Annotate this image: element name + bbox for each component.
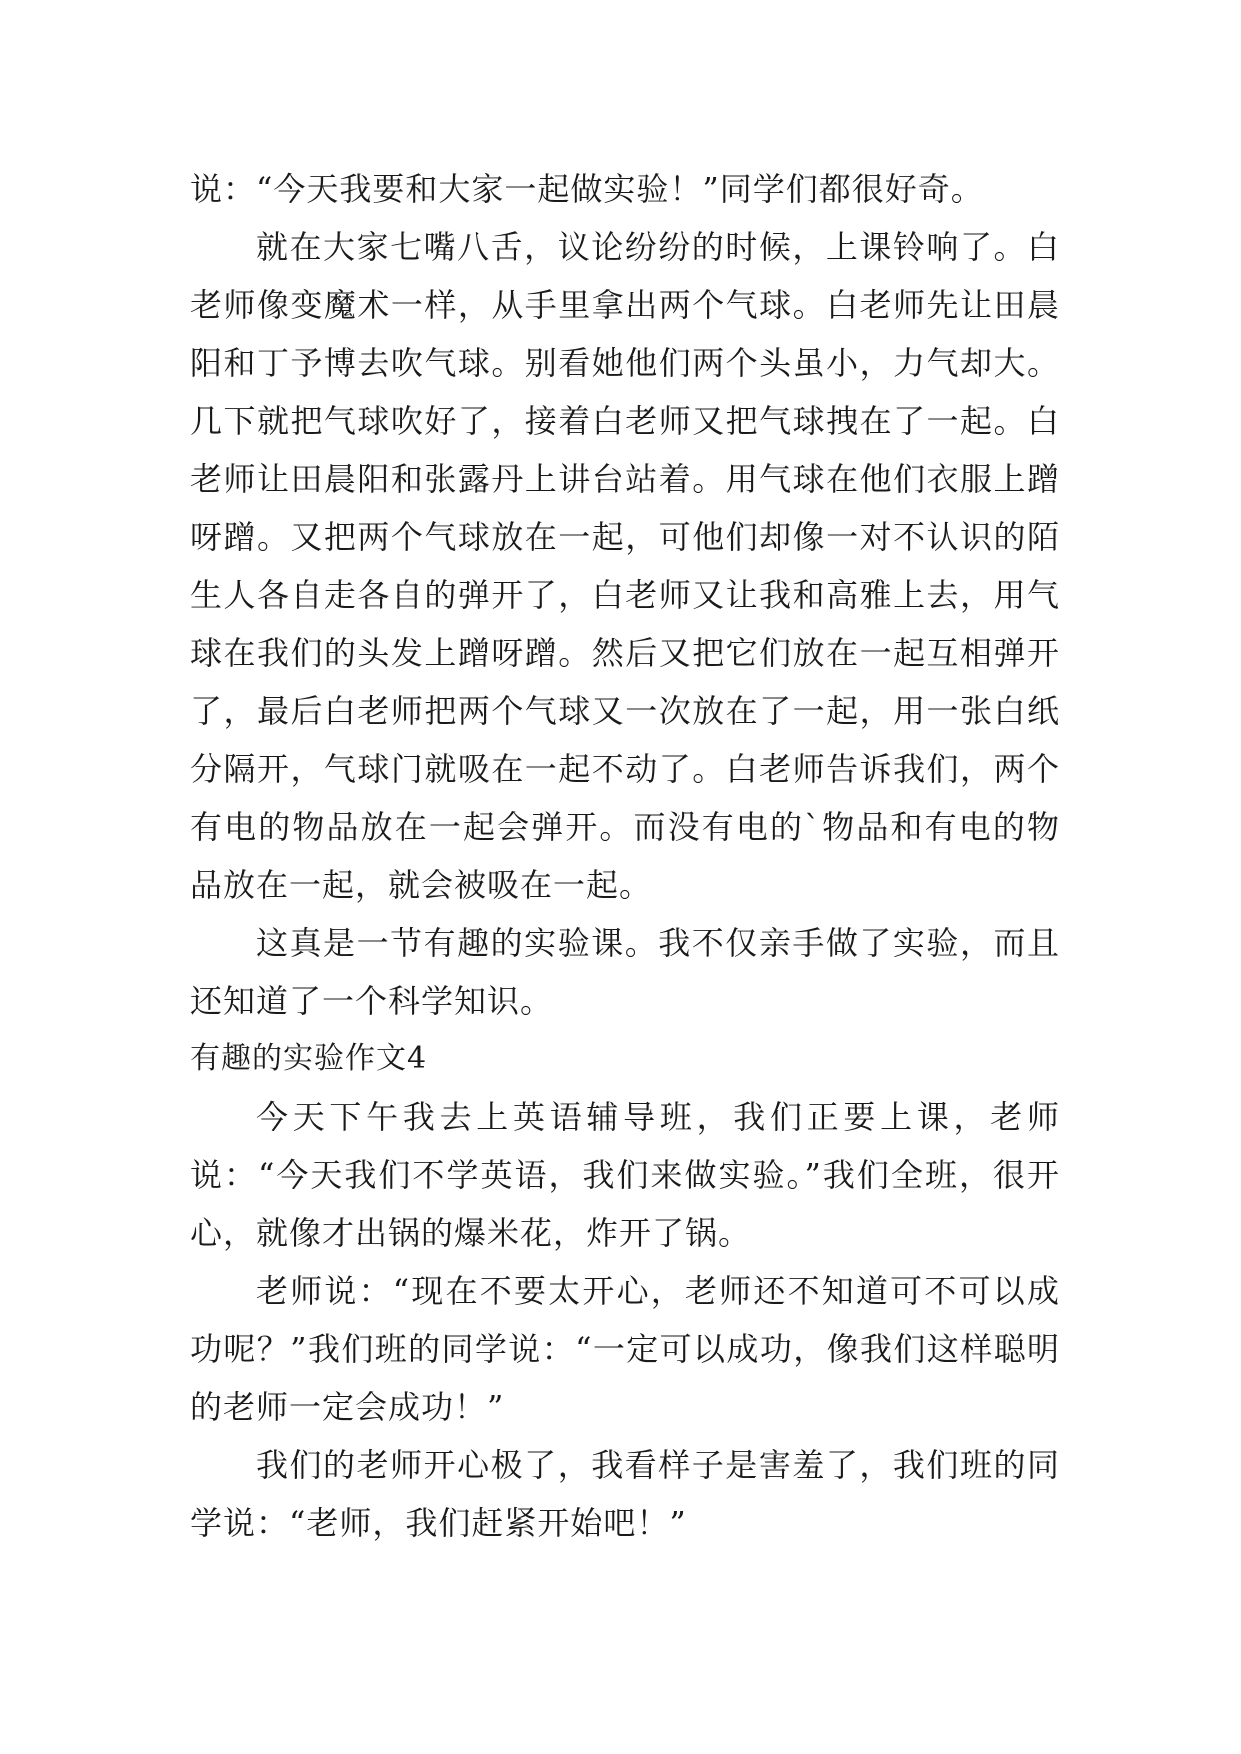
paragraph-4: 今天下午我去上英语辅导班，我们正要上课，老师说：“今天我们不学英语，我们来做实验。”我们全班，很开心，就像才出锅的爆米花，炸开了锅。	[190, 1098, 1060, 1252]
paragraph-6: 我们的老师开心极了，我看样子是害羞了，我们班的同学说：“老师，我们赶紧开始吧！”	[190, 1446, 1060, 1542]
paragraph-5: 老师说：“现在不要太开心，老师还不知道可不可以成功呢？”我们班的同学说：“一定可以成功，像我们这样聪明的老师一定会成功！”	[190, 1272, 1060, 1426]
paragraph-1: 说：“今天我要和大家一起做实验！”同学们都很好奇。	[190, 170, 984, 208]
paragraph-2: 就在大家七嘴八舌，议论纷纷的时候，上课铃响了。白老师像变魔术一样，从手里拿出两个气球。白老师先让田晨阳和丁予博去吹气球。别看她他们两个头虽小，力气却大。几下就把气球吹好了，接着白老师又把气球拽在了一起。白老师让田晨阳和张露丹上讲台站着。用气球在他们衣服上蹭呀蹭。又把两个气球放在一起，可他们却像一对不认识的陌生人各自走各自的弹开了，白老师又让我和高雅上去，用气球在我们的头发上蹭呀蹭。然后又把它们放在一起互相弹开了，最后白老师把两个气球又一次放在了一起，用一张白纸分隔开，气球门就吸在一起不动了。白老师告诉我们，两个有电的物品放在一起会弹开。而没有电的`物品和有电的物品放在一起，就会被吸在一起。	[190, 228, 1060, 904]
section-heading: 有趣的实验作文4	[190, 1041, 428, 1076]
document-body	[190, 160, 1060, 1552]
paragraph-3: 这真是一节有趣的实验课。我不仅亲手做了实验，而且还知道了一个科学知识。	[190, 924, 1060, 1020]
